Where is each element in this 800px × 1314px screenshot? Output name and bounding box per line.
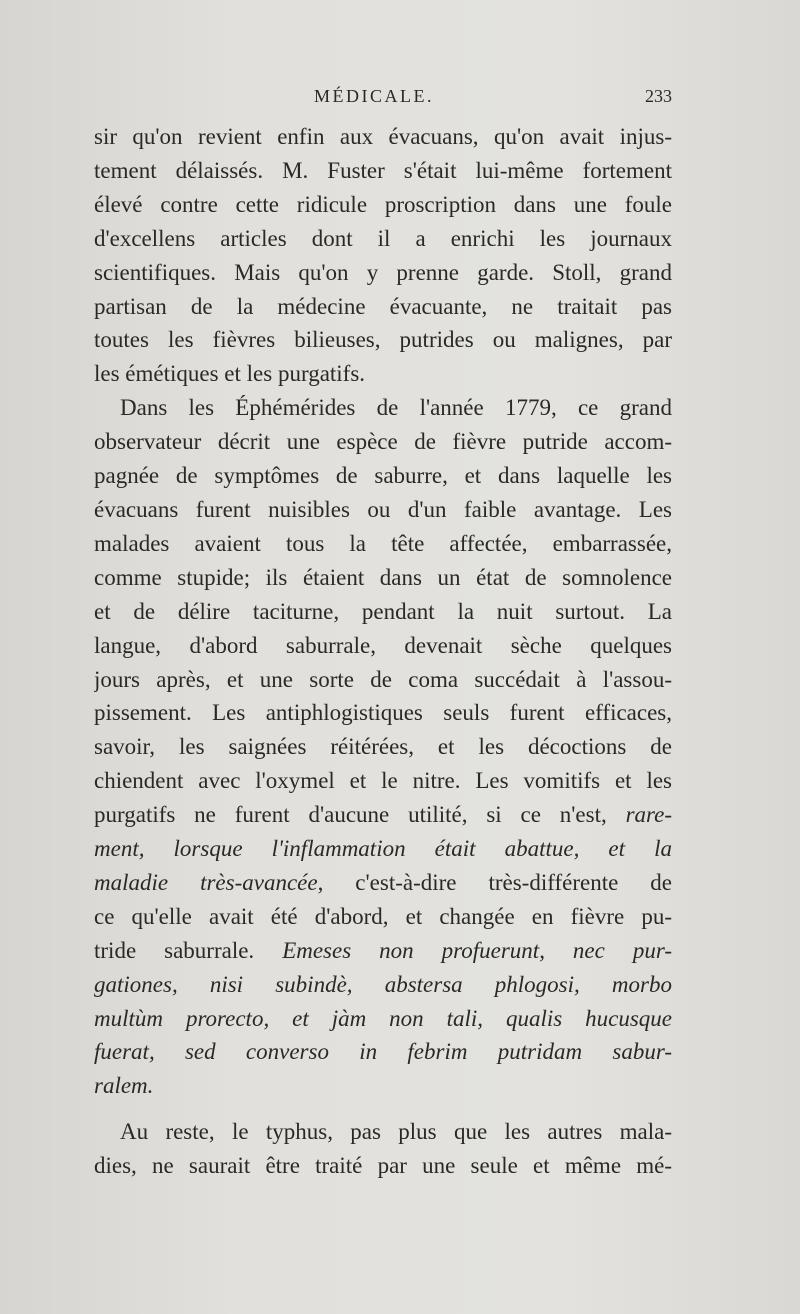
text-line — [94, 968, 672, 1002]
text-line — [94, 866, 672, 900]
page-number: 233 — [645, 86, 672, 106]
text-line: élevé contre cette ridicule proscription dans une foule — [94, 191, 672, 217]
text-line: les émétiques et les purgatifs. — [94, 361, 366, 387]
latin-quote: multùm prorecto, et jàm non tali, qualis hucusque — [94, 1005, 672, 1031]
text-segment: purgatifs ne furent d'aucune utilité, si ce n'est, — [94, 802, 607, 828]
text-line: pagnée de symptômes de saburre, et dans laquelle les — [94, 463, 672, 489]
text-line: partisan de la médecine évacuante, ne traitait pas — [94, 293, 672, 319]
text-line: observateur décrit une espèce de fièvre putride accom- — [94, 429, 672, 455]
text-line — [94, 798, 672, 832]
latin-quote: Emeses non profuerunt, nec pur- — [282, 937, 672, 963]
text-line: et de délire taciturne, pendant la nuit surtout. La — [94, 598, 672, 624]
paragraph-3 — [94, 1115, 672, 1183]
text-line: scientifiques. Mais qu'on y prenne garde. Stoll, grand — [94, 259, 672, 285]
text-line: pissement. Les antiphlogistiques seuls furent efficaces, — [94, 700, 672, 726]
latin-quote: fuerat, sed converso in febrim putridam sabur- — [94, 1039, 672, 1065]
text-segment: tride saburrale. — [94, 937, 255, 963]
latin-quote: gationes, nisi subindè, abstersa phlogosi, morbo — [94, 971, 672, 997]
text-line: Au reste, le typhus, pas plus que les autres mala- — [120, 1119, 672, 1145]
text-line: dies, ne saurait être traité par une seule et même mé- — [94, 1153, 672, 1179]
body-text — [94, 120, 672, 1183]
text-line: tement délaissés. M. Fuster s'était lui-même fortement — [94, 157, 672, 183]
paragraph-2 — [94, 391, 672, 1103]
text-line — [94, 934, 672, 968]
latin-quote: ralem. — [94, 1073, 154, 1099]
text-line: sir qu'on revient enfin aux évacuans, qu'on avait injus- — [94, 124, 672, 149]
text-line: jours après, et une sorte de coma succédait à l'assou- — [94, 666, 672, 692]
text-line — [94, 1069, 672, 1103]
text-line: malades avaient tous la tête affectée, embarrassée, — [94, 530, 672, 556]
text-segment: , c'est-à-dire très-différente de — [317, 869, 672, 895]
text-line: ce qu'elle avait été d'abord, et changée en fièvre pu- — [94, 903, 672, 929]
text-line: évacuans furent nuisibles ou d'un faible avantage. Les — [94, 496, 672, 522]
text-line: d'excellens articles dont il a enrichi les journaux — [94, 225, 672, 251]
text-line: langue, d'abord saburrale, devenait sèche quelques — [94, 632, 672, 658]
text-line — [94, 1035, 672, 1069]
text-line — [94, 1002, 672, 1036]
running-head — [94, 86, 672, 112]
text-line: toutes les fièvres bilieuses, putrides ou malignes, par — [94, 327, 672, 353]
paragraph-1 — [94, 120, 672, 391]
text-line: comme stupide; ils étaient dans un état de somnolence — [94, 564, 672, 590]
italic-segment: ment, lorsque l'inflammation était abattue, et la — [94, 836, 672, 862]
running-head-title: MÉDICALE. — [314, 86, 434, 106]
text-line: chiendent avec l'oxymel et le nitre. Les vomitifs et les — [94, 768, 672, 794]
italic-segment: maladie très-avancée — [94, 869, 318, 895]
text-line — [94, 832, 672, 866]
text-line: Dans les Éphémérides de l'année 1779, ce grand — [120, 395, 672, 421]
italic-segment: rare- — [625, 802, 672, 828]
text-line: savoir, les saignées réitérées, et les décoctions de — [94, 734, 672, 760]
